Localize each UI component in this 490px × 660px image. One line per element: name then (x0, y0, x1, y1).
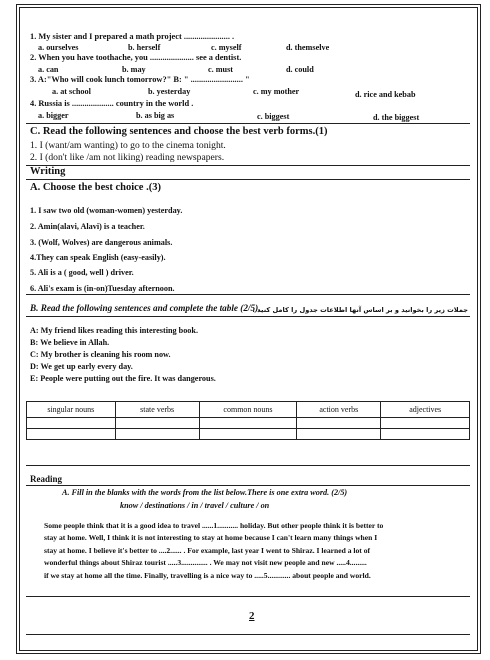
writing-item-3: 3. (Wolf, Wolves) are dangerous animals. (30, 238, 173, 247)
section-b-heading: B. Read the following sentences and complete the table (2/5). (30, 303, 261, 313)
answer-cell[interactable] (199, 418, 296, 429)
q2-option-a: a. can (38, 65, 59, 74)
writing-item-5: 5. Ali is a ( good, well ) driver. (30, 268, 134, 277)
table-header-row (27, 402, 470, 418)
q3-option-c: c. my mother (253, 87, 300, 96)
answer-cell[interactable] (297, 429, 381, 440)
q3-option-a: a. at school (52, 87, 91, 96)
question-1: 1. My sister and I prepared a math project ...................... . (30, 32, 235, 41)
writing-item-1: 1. I saw two old (woman-women) yesterday. (30, 206, 183, 215)
writing-item-4: 4.They can speak English (easy-easily). (30, 253, 166, 262)
classification-table (26, 401, 470, 440)
reading-title: Reading (30, 474, 63, 484)
header-action-verbs: action verbs (297, 402, 381, 418)
question-2: 2. When you have toothache, you ..................... see a dentist. (30, 53, 242, 62)
question-4: 4. Russia is .................... country in the world . (30, 99, 194, 108)
paragraph-line: stay at home. I believe it's better to ....2...... . For example, last year I went to Shiraz. I learned a lot of (44, 545, 371, 555)
answer-cell[interactable] (297, 418, 381, 429)
section-c-heading: C. Read the following sentences and choose the best verb forms.(1) (30, 126, 328, 137)
answer-cell[interactable] (27, 429, 116, 440)
sentence-d: D: We get up early every day. (30, 362, 133, 371)
divider-line (26, 596, 470, 597)
reading-instruction: A. Fill in the blanks with the words from the list below.There is one extra word. (2/5) (62, 488, 348, 497)
word-list: know / destinations / in / travel / culture / on (120, 501, 270, 510)
table-row (27, 418, 470, 429)
sentence-c: C: My brother is cleaning his room now. (30, 350, 171, 359)
header-singular-nouns: singular nouns (27, 402, 116, 418)
writing-title: Writing (30, 166, 66, 177)
table-row (27, 429, 470, 440)
answer-cell[interactable] (115, 418, 199, 429)
q2-option-b: b. may (122, 65, 146, 74)
page-number: 2 (249, 610, 255, 622)
q4-option-d: d. the biggest (373, 113, 420, 122)
header-state-verbs: state verbs (115, 402, 199, 418)
sentence-e: E: People were putting out the fire. It was dangerous. (30, 374, 216, 383)
question-3: 3. A:"Who will cook lunch tomorrow?" B: " ......................... " (30, 75, 250, 84)
answer-cell[interactable] (381, 418, 470, 429)
q2-option-c: c. must (208, 65, 234, 74)
q1-option-a: a. ourselves (38, 43, 79, 52)
reading-paragraph (44, 520, 474, 582)
divider-line (26, 179, 470, 180)
q2-option-d: d. could (286, 65, 314, 74)
answer-cell[interactable] (115, 429, 199, 440)
writing-item-6: 6. Ali's exam is (in-on)Tuesday afternoon. (30, 284, 175, 293)
divider-line (26, 465, 470, 466)
divider-line (26, 485, 470, 486)
q4-option-c: c. biggest (257, 112, 290, 121)
section-c-item-2: 2. I (don't like /am not liking) reading newspapers. (30, 152, 225, 163)
section-b-heading-persian: جملات زیر را بخوانید و بر اساس آنها اطلاعات جدول را کامل کنید . (252, 306, 468, 314)
q4-option-b: b. as big as (136, 111, 175, 120)
section-c-item-1: 1. I (want/am wanting) to go to the cinema tonight. (30, 140, 226, 151)
header-common-nouns: common nouns (199, 402, 296, 418)
divider-line (26, 316, 470, 317)
footer-line (26, 634, 470, 635)
q3-option-b: b. yesterday (148, 87, 191, 96)
divider-line (26, 294, 470, 295)
header-adjectives: adjectives (381, 402, 470, 418)
q4-option-a: a. bigger (38, 111, 69, 120)
writing-item-2: 2. Amin(alavi, Alavi) is a teacher. (30, 222, 145, 231)
paragraph-line: wonderful things about Shiraz tourist .....3.............. . We may not visit new people and new .....4......... (44, 558, 367, 568)
q1-option-b: b. herself (128, 43, 161, 52)
q1-option-c: c. myself (211, 43, 242, 52)
writing-heading: A. Choose the best choice .(3) (30, 182, 161, 193)
answer-cell[interactable] (199, 429, 296, 440)
divider-line (26, 165, 470, 166)
paragraph-line: stay at home. Well, I think it is not interesting to stay at home because I can't learn many things when I (44, 533, 378, 543)
paragraph-line: Some people think that it is a good idea to travel ......1........... holiday. But other people think it is better to (44, 521, 384, 530)
answer-cell[interactable] (27, 418, 116, 429)
divider-line (26, 123, 470, 124)
q3-option-d: d. rice and kebab (355, 90, 416, 99)
sentence-b: B: We believe in Allah. (30, 338, 110, 347)
answer-cell[interactable] (381, 429, 470, 440)
sentence-a: A: My friend likes reading this interesting book. (30, 326, 199, 335)
paragraph-line: if we stay at home all the time. Finally, travelling is a nice way to .....5............ about people and world. (44, 570, 371, 580)
q1-option-d: d. themselve (286, 43, 330, 52)
